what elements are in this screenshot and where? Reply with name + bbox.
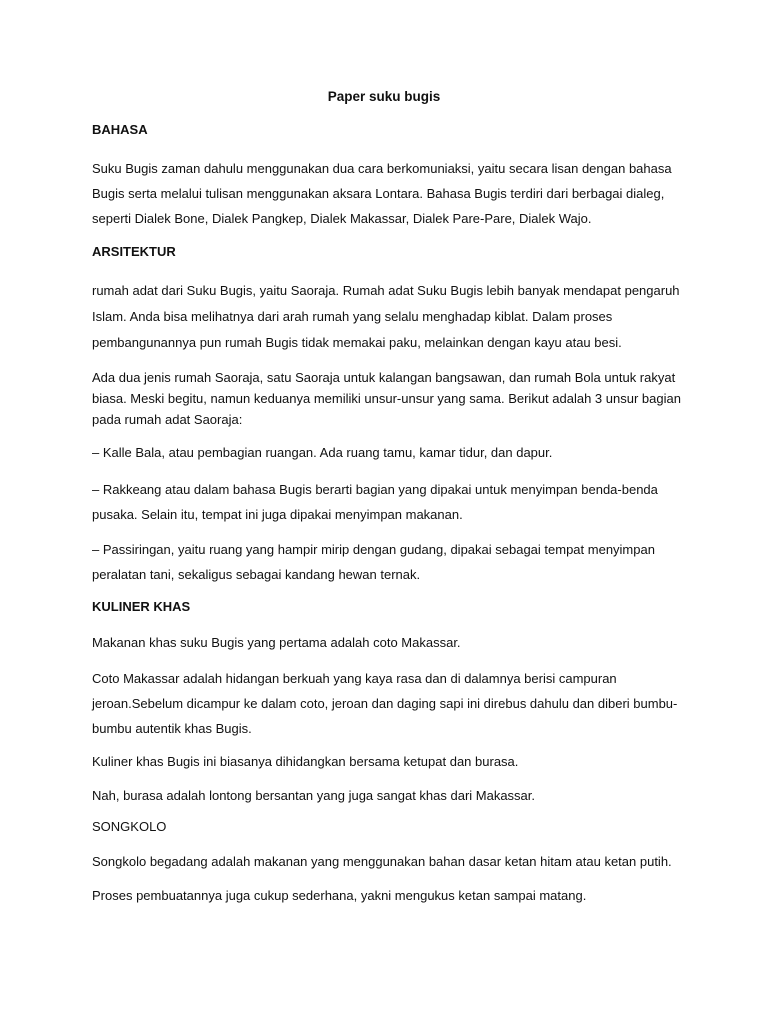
paragraph-kuliner-3: Kuliner khas Bugis ini biasanya dihidangkan bersama ketupat dan burasa. bbox=[92, 754, 519, 769]
paragraph-kuliner-1: Makanan khas suku Bugis yang pertama adalah coto Makassar. bbox=[92, 635, 461, 650]
heading-arsitektur: ARSITEKTUR bbox=[92, 244, 176, 259]
paragraph-kuliner-2: Coto Makassar adalah hidangan berkuah yang kaya rasa dan di dalamnya berisi campuran jeroan.Sebelum dicampur ke dalam coto, jeroan dan daging sapi ini direbus dahulu dan diberi bumbu-bumbu autentik khas Bugis. bbox=[92, 671, 678, 736]
list-item-passiringan: – Passiringan, yaitu ruang yang hampir mirip dengan gudang, dipakai sebagai tempat menyimpan peralatan tani, sekaligus sebagai kandang hewan ternak. bbox=[92, 542, 655, 582]
paragraph-arsitektur-1: rumah adat dari Suku Bugis, yaitu Saoraja. Rumah adat Suku Bugis lebih banyak mendapat pengaruh Islam. Anda bisa melihatnya dari arah rumah yang selalu menghadap kiblat. Dalam proses pembangunannya pun rumah Bugis tidak memakai paku, melainkan dengan kayu atau besi. bbox=[92, 283, 680, 350]
heading-bahasa: BAHASA bbox=[92, 122, 148, 137]
heading-songkolo: SONGKOLO bbox=[92, 819, 167, 834]
paragraph-bahasa: Suku Bugis zaman dahulu menggunakan dua cara berkomuniaksi, yaitu secara lisan dengan bahasa Bugis serta melalui tulisan menggunakan aksara Lontara. Bahasa Bugis terdiri dari berbagai dialeg, seperti Dialek Bone, Dialek Pangkep, Dialek Makassar, Dialek Pare-Pare, Dialek Wajo. bbox=[92, 161, 672, 226]
paragraph-arsitektur-2: Ada dua jenis rumah Saoraja, satu Saoraja untuk kalangan bangsawan, dan rumah Bola untuk rakyat biasa. Meski begitu, namun keduanya memiliki unsur-unsur yang sama. Berikut adalah 3 unsur bagian pada rumah adat Saoraja: bbox=[92, 370, 681, 427]
heading-kuliner-khas: KULINER KHAS bbox=[92, 599, 191, 614]
paragraph-kuliner-4: Nah, burasa adalah lontong bersantan yang juga sangat khas dari Makassar. bbox=[92, 788, 536, 803]
paragraph-songkolo-2: Proses pembuatannya juga cukup sederhana, yakni mengukus ketan sampai matang. bbox=[92, 888, 587, 903]
document-title: Paper suku bugis bbox=[327, 89, 441, 104]
document-body bbox=[92, 122, 692, 906]
list-item-rakkeang: – Rakkeang atau dalam bahasa Bugis berarti bagian yang dipakai untuk menyimpan benda-benda pusaka. Selain itu, tempat ini juga dipakai menyimpan makanan. bbox=[92, 482, 658, 522]
paragraph-songkolo-1: Songkolo begadang adalah makanan yang menggunakan bahan dasar ketan hitam atau ketan putih. bbox=[92, 854, 672, 869]
list-item-kalle-bala: – Kalle Bala, atau pembagian ruangan. Ada ruang tamu, kamar tidur, dan dapur. bbox=[92, 445, 553, 460]
